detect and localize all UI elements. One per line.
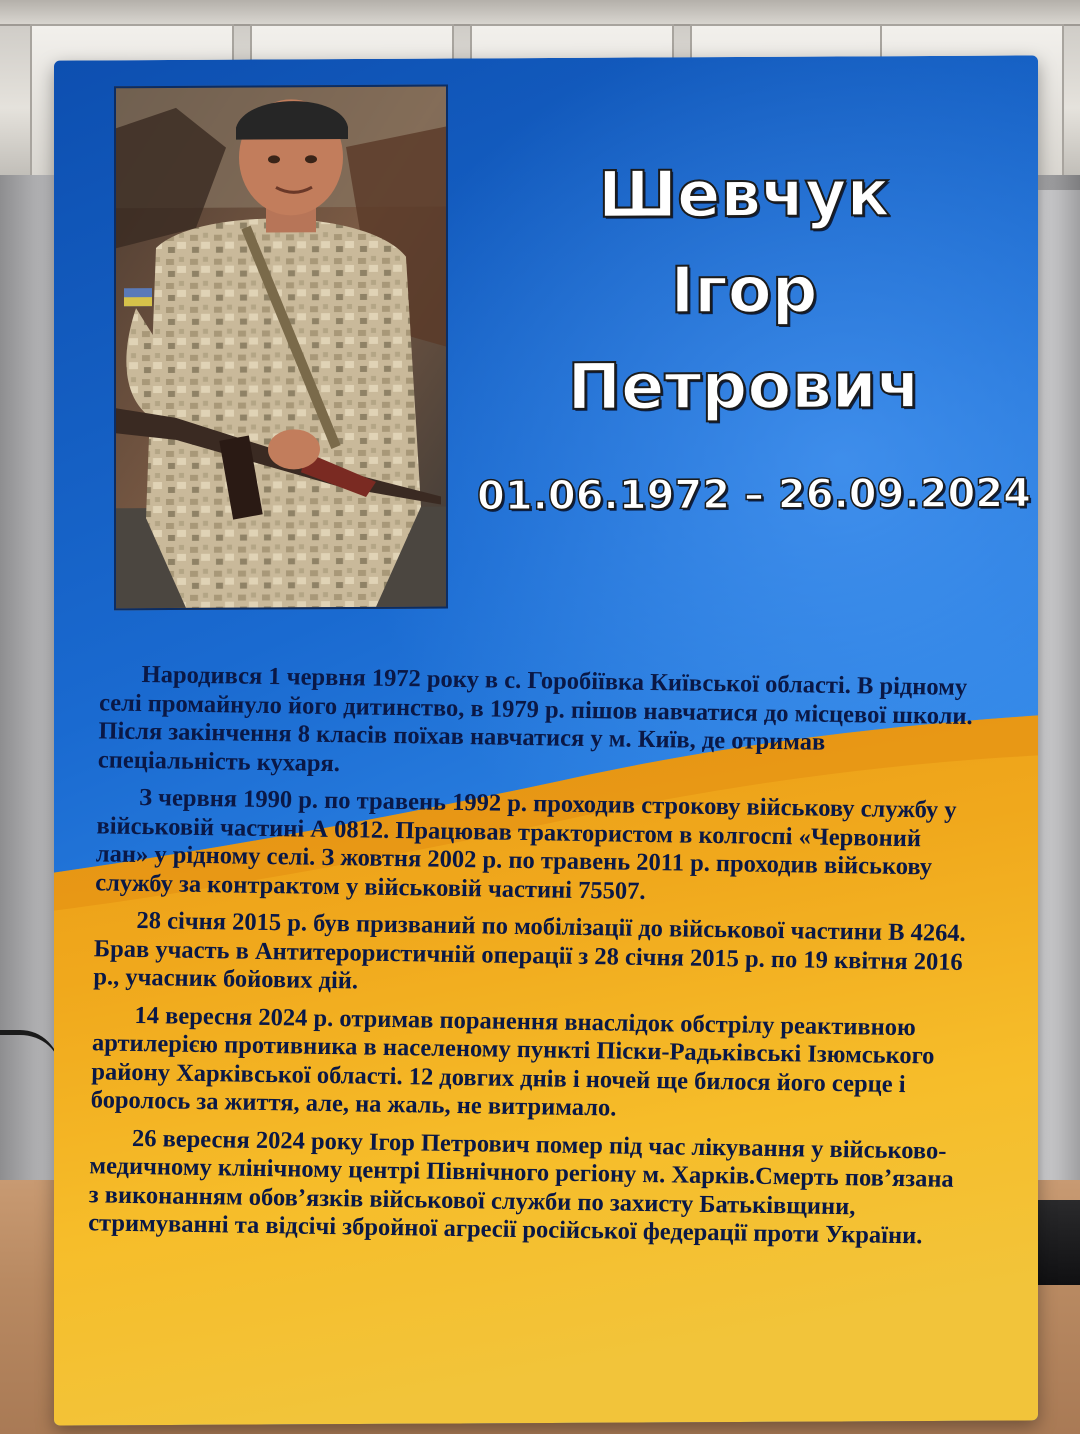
first-name: Ігор bbox=[670, 253, 818, 329]
shelf-board bbox=[0, 0, 1080, 26]
patronymic: Петрович bbox=[567, 349, 921, 425]
memorial-poster bbox=[54, 55, 1038, 1425]
biography-text bbox=[88, 660, 980, 1260]
life-dates: 01.06.1972 – 26.09.2024 bbox=[477, 470, 1031, 520]
bio-paragraph: 14 вересня 2024 р. отримав поранення внаслідок обстрілу реактивною артилерією противника в населеному пункті Піски-Радьківські Ізюмського району Харківської області. 12 довгих днів і ночей ще билося його серце і боролось за життя, але, на жаль, не витримало. bbox=[90, 1001, 935, 1122]
bio-paragraph: З червня 1990 р. по травень 1992 р. проходив строкову військову службу у військовій частині А 0812. Працював трактористом в колгоспі «Червоний лан» у рідному селі. З жовтня 2002 р. по травень 2011 р. проходив військову службу за контрактом у військовій частині 75507. bbox=[95, 783, 957, 905]
bio-paragraph: Народився 1 червня 1972 року в с. Горобіївка Київської області. В рідному селі промайнуло його дитинство, в 1979 р. пішов навчатися до місцевої школи. Після закінчення 8 класів поїхав навчатися у м. Київ, де отримав спеціальність кухаря. bbox=[97, 660, 973, 777]
bio-paragraph: 28 січня 2015 р. був призваний по мобілізації до військової частини В 4264. Брав участь в Антитерористичній операції з 28 січня 2015 р. по 19 квітня 2016 р., учасник бойових дій. bbox=[93, 906, 967, 995]
name-block bbox=[474, 146, 1014, 437]
surname: Шевчук bbox=[597, 157, 891, 233]
soldier-portrait-photo bbox=[114, 85, 448, 611]
soldier-photo-image bbox=[116, 87, 446, 609]
bio-paragraph: 26 вересня 2024 року Ігор Петрович помер під час лікування у військово-медичному клінічному центрі Північного регіону м. Харків.Смерть пов’язана з виконанням обов’язків військової служби по захисту Батьківщини, стримуванні та відсічі збройної агресії російської федерації проти України. bbox=[87, 1124, 955, 1250]
